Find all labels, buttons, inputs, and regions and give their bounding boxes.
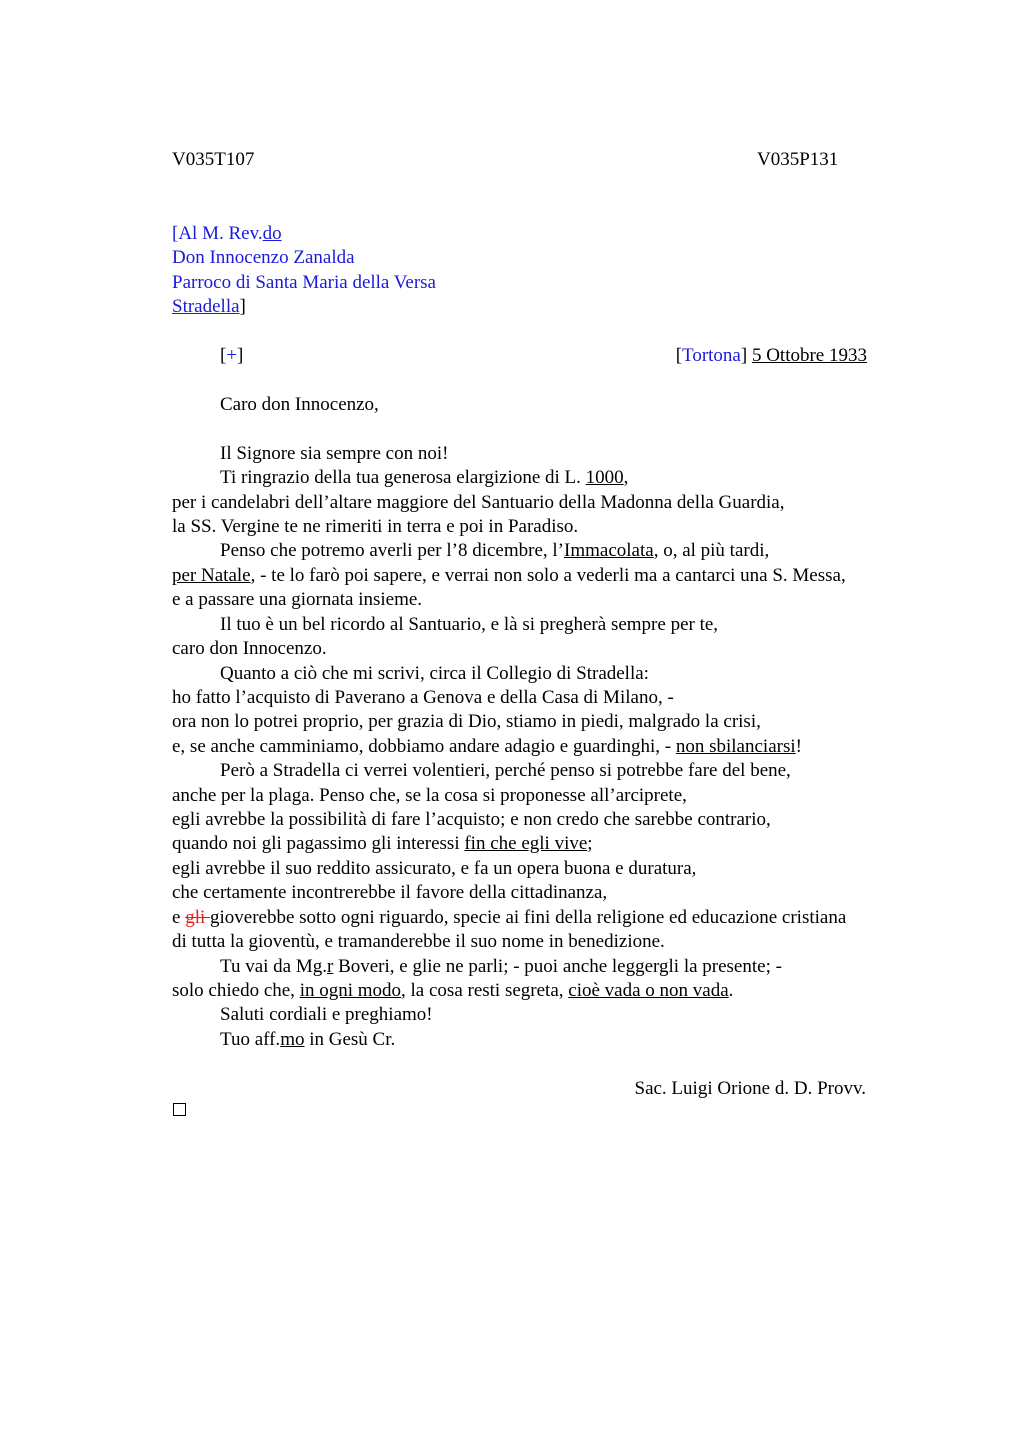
document-code-right: V035P131 xyxy=(757,149,839,170)
amount: 1000 xyxy=(585,467,624,488)
body-line xyxy=(172,737,802,756)
body-line xyxy=(172,834,593,853)
body-line: Il tuo è un bel ricordo al Santuario, e là si pregherà sempre per te, xyxy=(220,614,719,635)
body-line: di tutta la gioventù, e tramanderebbe il suo nome in benedizione. xyxy=(172,931,665,952)
text: , o, al più tardi, xyxy=(653,540,770,561)
place-close: ] xyxy=(740,345,752,366)
body-line: Il Signore sia sempre con noi! xyxy=(220,443,449,464)
date: 5 Ottobre 1933 xyxy=(751,345,867,366)
text: Tu vai da Mg. xyxy=(220,956,327,977)
address-bracket: ] xyxy=(239,296,246,317)
end-box-icon xyxy=(173,1103,186,1116)
text: Penso che potremo averli per l’8 dicembre, l’ xyxy=(220,540,564,561)
address-line-2: Don Innocenzo Zanalda xyxy=(172,247,355,268)
cross-icon: + xyxy=(226,345,238,366)
underlined-text: per Natale xyxy=(172,565,251,586)
text: solo chiedo che, xyxy=(172,980,300,1001)
body-line: egli avrebbe il suo reddito assicurato, e fa un opera buona e duratura, xyxy=(172,858,697,879)
body-line: per i candelabri dell’altare maggiore del Santuario della Madonna della Guardia, xyxy=(172,492,785,513)
body-line xyxy=(220,541,769,560)
text: Boveri, e glie ne parli; - puoi anche leggergli la presente; - xyxy=(333,956,782,977)
body-line: che certamente incontrerebbe il favore della cittadinanza, xyxy=(172,882,608,903)
text: gioverebbe sotto ogni riguardo, specie ai fini della religione ed educazione cristiana xyxy=(210,907,847,928)
text: ; xyxy=(587,833,593,854)
body-line: e a passare una giornata insieme. xyxy=(172,589,423,610)
text: , la cosa resti segreta, xyxy=(401,980,569,1001)
abbrev-suffix: r xyxy=(326,956,334,977)
underlined-text: fin che egli vive xyxy=(464,833,588,854)
body-line: ho fatto l’acquisto di Paverano a Genova e della Casa di Milano, - xyxy=(172,687,674,708)
text: , - te lo farò poi sapere, e verrai non solo a vederli ma a cantarci una S. Messa, xyxy=(250,565,846,586)
address-line-3: Parroco di Santa Maria della Versa xyxy=(172,272,436,293)
underlined-text: cioè vada o non vada xyxy=(568,980,729,1001)
address-abbrev-suffix: do xyxy=(262,223,282,244)
address-line-4 xyxy=(172,297,246,316)
text: e, se anche camminiamo, dobbiamo andare adagio e guardinghi, - xyxy=(172,736,676,757)
cross-open: [ xyxy=(220,345,227,366)
body-line xyxy=(172,908,846,927)
body-line: Saluti cordiali e preghiamo! xyxy=(220,1004,433,1025)
body-line: la SS. Vergine te ne rimeriti in terra e poi in Paradiso. xyxy=(172,516,579,537)
text: Ti ringrazio della tua generosa elargizione di L. xyxy=(220,467,586,488)
text: Tuo aff. xyxy=(220,1029,281,1050)
body-line: Però a Stradella ci verrei volentieri, perché penso si potrebbe fare del bene, xyxy=(220,760,791,781)
body-line: anche per la plaga. Penso che, se la cosa si proponesse all’arciprete, xyxy=(172,785,687,806)
underlined-text: in ogni modo xyxy=(299,980,402,1001)
abbrev-suffix: mo xyxy=(280,1029,305,1050)
body-line: ora non lo potrei proprio, per grazia di Dio, stiamo in piedi, malgrado la crisi, xyxy=(172,711,761,732)
underlined-text: Immacolata xyxy=(564,540,654,561)
dateline xyxy=(676,346,867,365)
address-city: Stradella xyxy=(172,296,240,317)
body-line xyxy=(220,957,782,976)
salutation: Caro don Innocenzo, xyxy=(220,394,379,415)
cross-close: ] xyxy=(237,345,244,366)
text: . xyxy=(728,980,734,1001)
document-code-left: V035T107 xyxy=(172,149,255,170)
address-line-1 xyxy=(172,224,282,243)
body-line xyxy=(172,981,733,1000)
text: , xyxy=(623,467,629,488)
body-line xyxy=(220,468,628,487)
deleted-text: gli xyxy=(185,907,210,928)
body-line xyxy=(220,1030,395,1049)
body-line: egli avrebbe la possibilità di fare l’acquisto; e non credo che sarebbe contrario, xyxy=(172,809,771,830)
body-line: caro don Innocenzo. xyxy=(172,638,327,659)
body-line xyxy=(172,566,846,585)
cross-mark xyxy=(220,346,243,365)
text: in Gesù Cr. xyxy=(304,1029,396,1050)
body-line: Quanto a ciò che mi scrivi, circa il Collegio di Stradella: xyxy=(220,663,649,684)
signature: Sac. Luigi Orione d. D. Provv. xyxy=(634,1078,866,1099)
text: e xyxy=(172,907,186,928)
underlined-text: non sbilanciarsi xyxy=(675,736,796,757)
text: ! xyxy=(795,736,802,757)
place: Tortona xyxy=(682,345,741,366)
text: quando noi gli pagassimo gli interessi xyxy=(172,833,465,854)
place-open: [ xyxy=(675,345,683,366)
address-recipient-title: [Al M. Rev. xyxy=(172,223,263,244)
